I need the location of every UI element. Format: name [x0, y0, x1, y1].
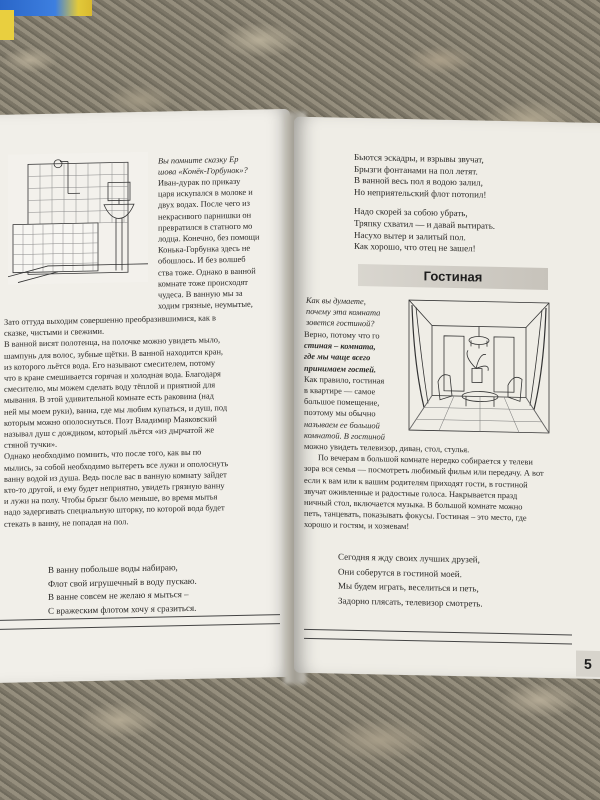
text-line: ванну водой из душа. Ведь после вас в ванную комнату зайдет [4, 470, 227, 484]
poem-line: В ванну побольше воды набираю, [48, 562, 178, 575]
question-text [306, 295, 406, 331]
text-line: из которого льётся вода. Его называют смесителем, потому [4, 358, 216, 372]
poem-top [354, 152, 600, 258]
text-line: шова «Конёк-Горбунок»? [158, 165, 248, 177]
answer-text [304, 329, 404, 443]
poem-line: Тряпку схватил — и давай вытирать. [354, 217, 496, 231]
text-line: называем ее большой [304, 419, 380, 431]
page-number: 5 [576, 651, 600, 678]
text-line: что в кране смешивается горячая и холодная вода. Благодаря [4, 369, 221, 383]
poem-bottom [338, 550, 598, 613]
text-line: большое помещение, [304, 397, 380, 408]
bathroom-illustration [8, 152, 148, 285]
text-line: ходим грязные, неумытые, [158, 299, 253, 311]
poem-line: Надо скорей за собою убрать, [354, 206, 468, 219]
text-line: Иван-дурак по приказу [158, 176, 241, 188]
poem-line: С вражеским флотом хочу я сразиться. [48, 602, 197, 616]
text-line: кто-то другой, и ему будет неприятно, увидеть грязную ванну [4, 481, 225, 495]
text-line: Однако необходимо помнить, что после того, как вы по [4, 448, 202, 462]
text-line: надо задергивать специальную шторку, по которой вода будет [4, 503, 225, 518]
text-line: стиная – комната, [304, 341, 376, 352]
poem-line: Как хорошо, что отец не зашел! [354, 241, 476, 254]
text-line: обошлось. И без волшеб [158, 255, 246, 267]
text-line: петь, танцевать, показывать фокусы. Гостиная – это место, где [304, 509, 527, 523]
text-line: хорошо и гостям, и хозяевам! [304, 520, 410, 532]
left-page [0, 109, 290, 683]
text-line: Как правило, гостиная [304, 374, 385, 386]
text-line: сказке, чистыми и свежими. [4, 326, 105, 339]
poem-line: Бьются эскадры, и взрывы звучат, [354, 151, 484, 165]
poem-line: В ванне совсем не желаю я мыться – [48, 588, 189, 602]
poem-line: Брызги фонтанами на пол летят. [354, 163, 478, 177]
text-line: В ванной висят полотенца, на полочке можно увидеть мыло, [4, 335, 221, 350]
text-line: Конька-Горбунка здесь не [158, 243, 251, 255]
text-line: Вы помните сказку Ер [158, 154, 239, 166]
text-line: почему эта комната [306, 307, 381, 318]
text-line: комнатой. В гостиной [304, 430, 385, 442]
text-line: и лужи на полу. Чтобы брызг было меньше, во время мытья [4, 492, 218, 507]
text-line: где мы чаще всего [304, 352, 371, 363]
text-line: мылись, за собой необходимо вытереть все лужи и ополоснуть [4, 458, 229, 473]
text-line: комнате тоже происходят [158, 277, 248, 289]
living-room-illustration [404, 295, 554, 438]
text-line: лодца. Конечно, без помощи [158, 232, 260, 244]
text-line: ничный стол, включается музыка. В большой комнате можно [304, 497, 523, 512]
right-page [294, 117, 600, 680]
text-line: По вечерам в большой комнате нередко собирается у телеви [318, 453, 533, 467]
intro-text [158, 175, 284, 312]
poem-line: Мы будем играть, веселиться и петь, [338, 580, 479, 594]
text-line: Верно, потому что го [304, 329, 380, 341]
text-line: Как вы думаете, [306, 295, 366, 307]
poem-line: Они соберутся в гостиной моей. [338, 566, 462, 579]
text-line: которым можно ополоснуться. Поэт Владимир Маяковский [4, 414, 217, 428]
poem-line: Сегодня я жду своих лучших друзей, [338, 551, 480, 565]
yellow-object [0, 10, 14, 40]
text-line: царя искупался в молоке и [158, 187, 253, 199]
text-line: стяной тучки». [4, 439, 58, 451]
text-line: некрасивого парнишки он [158, 210, 252, 222]
poem-line: Насухо вытер и залитый пол. [354, 229, 466, 242]
poem-line: Флот свой игрушечный в воду пускаю. [48, 575, 197, 589]
text-line: смесителю, мы можем сделать воду тёплой и приятной для [4, 380, 216, 395]
text-line: называл душ с дождиком, который льётся «из дырчатой же [4, 425, 215, 439]
poem-left [48, 559, 278, 618]
text-line: Зато оттуда выходим совершенно преобразившимися, как в [4, 313, 216, 327]
text-line: двух водах. После чего из [158, 199, 250, 211]
text-line: шампунь для волос, зубные щётки. В ванной находится кран, [4, 346, 224, 361]
text-line: превратился в статного мо [158, 221, 253, 233]
divider-lines [0, 614, 280, 630]
poem-line: Задорно плясать, телевизор смотреть. [338, 595, 483, 609]
poem-line: В ванной весь пол я водою залил, [354, 175, 483, 188]
text-line: зовется гостиной? [306, 318, 375, 329]
intro-italic-text [158, 153, 284, 178]
text-line: поэтому мы обычно [304, 408, 376, 419]
text-line: можно увидеть телевизор, диван, стол, стулья. [304, 441, 470, 455]
text-line: ней мы моем руки), ванна, где мы любим купаться, и душ, под [4, 402, 228, 417]
text-line: в квартире — самое [304, 385, 376, 397]
text-line: принимаем гостей. [304, 363, 376, 374]
text-line: зора вся семья — посмотреть любимый фильм или передачу. А вот [304, 464, 544, 479]
text-line: звучат оживленные и радостные голоса. Накрывается празд [304, 486, 518, 501]
body-text [4, 311, 286, 530]
section-title: Гостиная [358, 264, 548, 290]
text-line: чудеса. В ванную мы за [158, 288, 243, 300]
text-line: если к вам или к вашим родителям приходят гости, в гостиной [304, 475, 528, 490]
body-text-right [304, 441, 600, 537]
text-line: стекать в ванну, не попадая на пол. [4, 516, 129, 529]
text-line: мывания. В этой удивительной комнате есть раковина (над [4, 391, 214, 406]
divider-lines [304, 629, 572, 645]
poem-line: Но неприятельский флот потопил! [354, 186, 487, 200]
text-line: ства тоже. Однако в ванной [158, 266, 256, 278]
